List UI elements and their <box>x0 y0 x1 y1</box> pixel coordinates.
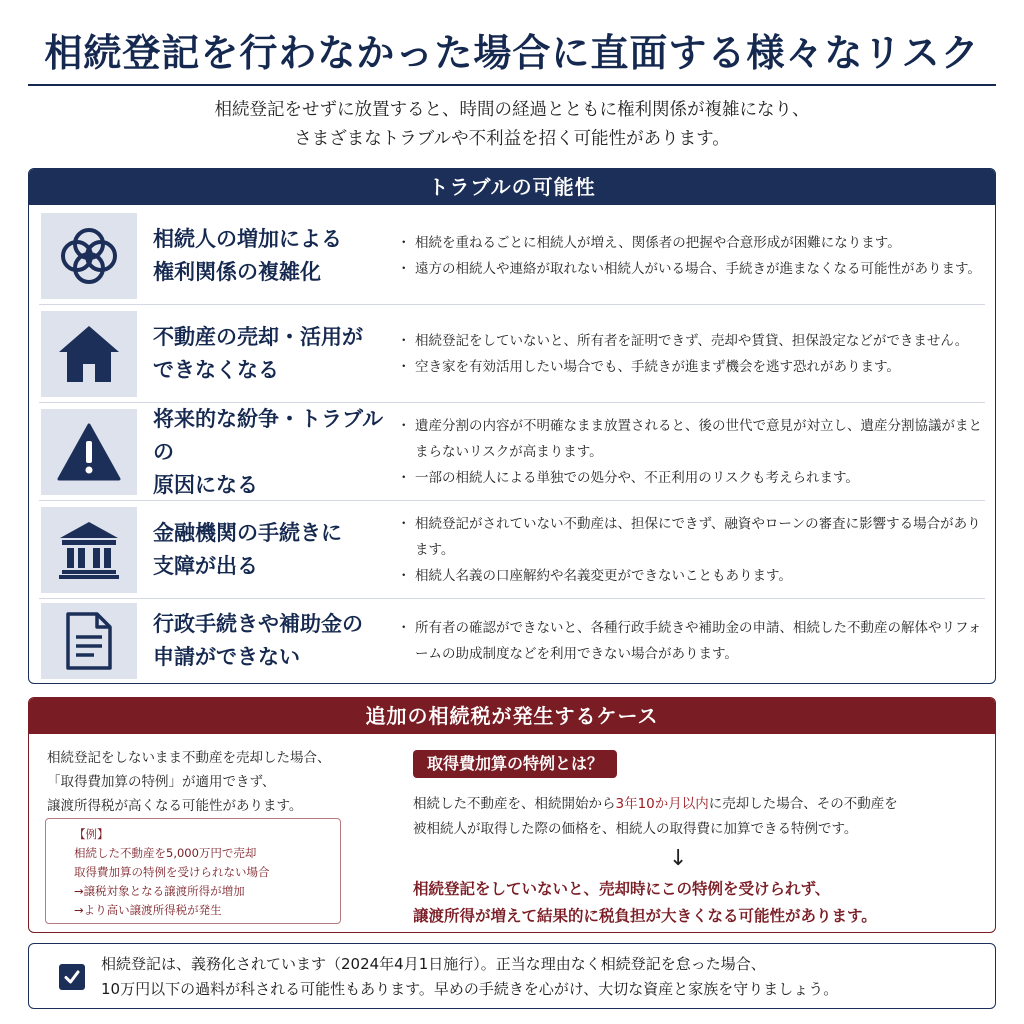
risk-title-line: 支障が出る <box>153 554 258 578</box>
example-line: →より高い譲渡所得税が発生 <box>74 903 222 917</box>
risk-bullet: ・ 遠方の相続人や連絡が取れない相続人がいる場合、手続きが進まなくなる可能性があります。 <box>399 256 985 282</box>
example-line: 取得費加算の特例を受けられない場合 <box>74 865 270 879</box>
row-divider <box>39 304 985 305</box>
risk-title-line: 行政手続きや補助金の <box>153 612 363 636</box>
risk-bullet: ・ 所有者の確認ができないと、各種行政手続きや補助金の申請、相続した不動産の解体やリフォームの助成制度などを利用できない場合があります。 <box>399 615 985 667</box>
page-title: 相続登記を行わなかった場合に直面する様々なリスク <box>44 30 980 75</box>
example-box <box>45 818 341 924</box>
risk-description <box>399 211 985 301</box>
risk-row-dispute <box>39 407 985 497</box>
risk-title-line: 不動産の売却・活用が <box>153 325 363 349</box>
risk-title-line: 将来的な紛争・トラブルの <box>153 406 384 464</box>
down-arrow-icon: ↓ <box>669 846 688 871</box>
special-rule-line: 被相続人が取得した際の価格を、相続人の取得費に加算できる特例です。 <box>413 821 858 837</box>
notice-text <box>101 952 838 1002</box>
risk-title-line: できなくなる <box>153 358 279 382</box>
title-divider <box>28 84 996 86</box>
tax-explanation-line: 「取得費加算の特例」が適用できず、 <box>47 774 276 790</box>
special-rule-text: に売却した場合、その不動産を <box>708 796 898 812</box>
risk-description <box>399 407 985 497</box>
risk-title-line: 原因になる <box>153 472 258 497</box>
intro-line: さまざまなトラブルや不利益を招く可能性があります。 <box>294 129 730 149</box>
risk-bullet: ・ 相続を重ねるごとに相続人が増え、関係者の把握や合意形成が困難になります。 <box>399 230 985 256</box>
tax-warning-line: 譲渡所得が増えて結果的に税負担が大きくなる可能性があります。 <box>413 907 877 925</box>
intro-line: 相続登記をせずに放置すると、時間の経過とともに権利関係が複雑になり、 <box>214 100 810 120</box>
risk-row-sale <box>39 309 985 399</box>
intro-text <box>0 96 1024 154</box>
risk-description <box>399 601 985 681</box>
example-line: →譲税対象となる譲渡所得が増加 <box>74 884 245 898</box>
special-rule-text: 相続した不動産を、相続開始から <box>413 796 616 812</box>
risk-title-line: 金融機関の手続きに <box>153 521 342 545</box>
risk-title-line: 権利関係の複雑化 <box>153 260 321 284</box>
tax-explanation-line: 相続登記をしないまま不動産を売却した場合、 <box>47 750 331 766</box>
risk-bullet: ・ 遺産分割の内容が不明確なまま放置されると、後の世代で意見が対立し、遺産分割協議がまとまらないリスクが高まります。 <box>399 413 985 465</box>
risk-row-finance <box>39 505 985 595</box>
special-rule-line <box>413 792 983 817</box>
special-rule-tag: 取得費加算の特例とは？ <box>413 750 617 778</box>
risk-title-line: 申請ができない <box>153 645 300 669</box>
risk-title <box>153 211 403 301</box>
period-highlight: 3年10か月以内 <box>615 796 709 812</box>
tax-explanation <box>47 746 397 818</box>
row-divider <box>39 598 985 599</box>
risk-bullet: ・ 一部の相続人による単独での処分や、不正利用のリスクも考えられます。 <box>399 465 985 491</box>
notice-line: 10万円以下の過料が科される可能性もあります。早めの手続きを心がけ、大切な資産と家族を守りましょう。 <box>101 980 839 998</box>
checkmark-icon <box>59 964 85 990</box>
tax-warning-line: 相続登記をしていないと、売却時にこの特例を受けられず、 <box>413 880 831 898</box>
tax-warning <box>413 876 993 930</box>
special-rule-section <box>413 750 983 925</box>
risk-row-complexity <box>39 211 985 301</box>
house-icon <box>41 311 137 397</box>
row-divider <box>39 500 985 501</box>
trouble-panel <box>28 168 996 684</box>
example-line: 相続した不動産を5,000万円で売却 <box>74 846 257 860</box>
document-icon <box>41 603 137 679</box>
trouble-header: トラブルの可能性 <box>29 169 995 205</box>
notice-line: 相続登記は、義務化されています（2024年4月1日施行）。正当な理由なく相続登記を怠った場合、 <box>101 955 766 973</box>
risk-title <box>153 601 403 681</box>
interlocking-rings-icon <box>41 213 137 299</box>
tax-explanation-line: 譲渡所得税が高くなる可能性があります。 <box>47 798 303 814</box>
risk-bullet: ・ 相続登記がされていない不動産は、担保にできず、融資やローンの審査に影響する場合があります。 <box>399 511 985 563</box>
obligation-notice <box>28 943 996 1009</box>
risk-title <box>153 505 403 595</box>
risk-title <box>153 309 403 399</box>
tax-header: 追加の相続税が発生するケース <box>29 698 995 734</box>
risk-description <box>399 309 985 399</box>
risk-row-administrative <box>39 601 985 681</box>
risk-title-line: 相続人の増加による <box>153 227 342 251</box>
warning-icon <box>41 409 137 495</box>
risk-title <box>153 407 403 497</box>
bank-icon <box>41 507 137 593</box>
risk-description <box>399 505 985 595</box>
example-line: 【例】 <box>74 827 109 841</box>
special-rule-description <box>413 792 983 842</box>
risk-bullet: ・ 相続人名義の口座解約や名義変更ができないこともあります。 <box>399 563 985 589</box>
risk-bullet: ・ 相続登記をしていないと、所有者を証明できず、売却や賃貸、担保設定などができません。 <box>399 328 985 354</box>
risk-bullet: ・ 空き家を有効活用したい場合でも、手続きが進まず機会を逃す恐れがあります。 <box>399 354 985 380</box>
tax-panel <box>28 697 996 933</box>
